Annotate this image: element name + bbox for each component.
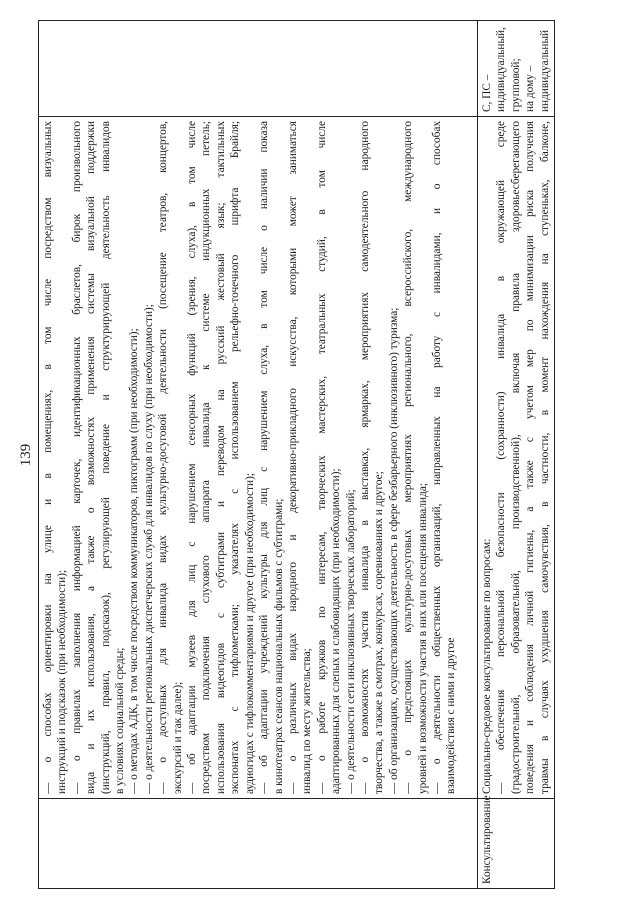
text-line: — о работе кружков по интересам, творческих мастерских, театральных студий, в том числе xyxy=(315,121,328,794)
form-lines xyxy=(480,25,552,112)
text-line: (градостроительной, образовательной, производственной), включая правила здоровьесберегающего xyxy=(509,121,522,794)
text-line: — о различных видах народного и декоративно-прикладного искусства, которыми может заниматься xyxy=(286,121,299,794)
text-line: взаимодействия с ними и другое xyxy=(445,637,458,794)
table-cell-form xyxy=(478,21,555,117)
text-line: травмы в случаях ухудшения самочувствия, в частности, в момент нахождения на ступеньках, балконе, xyxy=(538,121,551,794)
text-line: вида и их использования, а также о возможностях применения системы визуальной поддержки xyxy=(85,121,98,794)
text-line: посредством подключения слухового аппарата инвалида к системе индукционных петель; xyxy=(200,121,213,794)
text-line: — о возможностях участия инвалида в выставках, ярмарках, мероприятиях самодеятельного народного xyxy=(358,121,371,794)
content-lines xyxy=(480,121,552,794)
text-line: экскурсий и так далее); xyxy=(171,681,184,794)
table-cell-form xyxy=(39,21,478,117)
table-row xyxy=(478,21,555,889)
table-row xyxy=(39,21,478,889)
text-line: — о деятельности сети инклюзивных творческих лабораторий; xyxy=(344,489,357,794)
text-line: — о методах АДК, в том числе посредством коммуникаторов, пиктограмм (при необходимости); xyxy=(128,328,141,794)
text-line: — о правилах заполнения информацией карточек, идентификационных браслетов, бирок произвольного xyxy=(70,121,83,794)
content-table xyxy=(38,20,555,889)
text-line: Социально-средовое консультирование по вопросам: xyxy=(481,538,493,794)
text-line: — о деятельности общественных организаций, направленных на работу с инвалидами, и о способах xyxy=(430,121,443,794)
text-line: в кинотеатрах сеансов национальных фильмов с субтитрами; xyxy=(272,498,285,794)
content-lines xyxy=(41,121,459,794)
text-line: — об организациях, осуществляющих деятельность в сфере безбарьерного (инклюзивного) туризма; xyxy=(387,307,400,794)
text-line: адаптированных для слепых и слабовидящих (при необходимости); xyxy=(330,468,343,794)
text-line: творчества, а также в смотрах, конкурсах, соревнованиях и другое; xyxy=(373,471,386,794)
text-line: — обеспечения персональной безопасности (сохранности) инвалида в окружающей среде xyxy=(495,121,508,794)
text-line: в условиях социальной среды; xyxy=(114,647,127,794)
text-line: аудиогидах с тифлокомментариями и другое (при необходимости); xyxy=(243,473,256,794)
text-line: — о способах ориентировки на улице и в помещениях, в том числе посредством визуальных xyxy=(42,121,54,794)
table-cell-content xyxy=(478,117,555,799)
text-line: — о доступных для инвалида видах культурно-досуговой деятельности (посещение театров, концертов, xyxy=(157,121,170,794)
text-line: индивидуальный, xyxy=(495,27,508,112)
text-line: уровней и возможности участия в них или посещения инвалида; xyxy=(416,483,429,794)
text-line: индивидуальный xyxy=(538,29,551,112)
text-line: — о деятельности региональных диспетчерских служб для инвалидов по слуху (при необходимости); xyxy=(142,304,155,794)
text-line: использования видеогидов с субтитрами и переводом на русский жестовый язык; тактильных xyxy=(214,121,227,794)
text-line: инвалид по месту жительства; xyxy=(301,648,314,794)
text-line: С, ПС – xyxy=(481,74,493,112)
text-line: — об адаптации учреждений культуры для лиц с нарушением слуха, в том числе о наличии показа xyxy=(258,121,271,794)
text-line: поведения и соблюдения личной гигиены, а также с учетом мер по минимизации риска получения xyxy=(524,121,537,794)
text-line: экспонатах с тифлометками; указателях с использованием рельефно-точечного шрифта Брайля; xyxy=(229,121,242,794)
text-line: инструкций и подсказок (при необходимости); xyxy=(56,569,69,794)
text-line: — об адаптации музеев для лиц с нарушением сенсорных функций (зрения, слуха), в том числе xyxy=(186,121,199,794)
text-line: групповой; xyxy=(509,58,522,112)
table-cell-content xyxy=(39,117,478,799)
table-cell-service xyxy=(39,799,478,889)
text-line: — о предстоящих культурно-досуговых мероприятиях регионального, всероссийского, международного xyxy=(402,121,415,794)
text-line: на дому – xyxy=(524,65,537,112)
page-number: 139 xyxy=(18,443,34,467)
table-cell-service: Консультирование xyxy=(478,799,555,889)
text-line: (инструкций, правил, подсказок), регулирующей поведение и структурирующей деятельность инвалидов xyxy=(99,121,112,794)
